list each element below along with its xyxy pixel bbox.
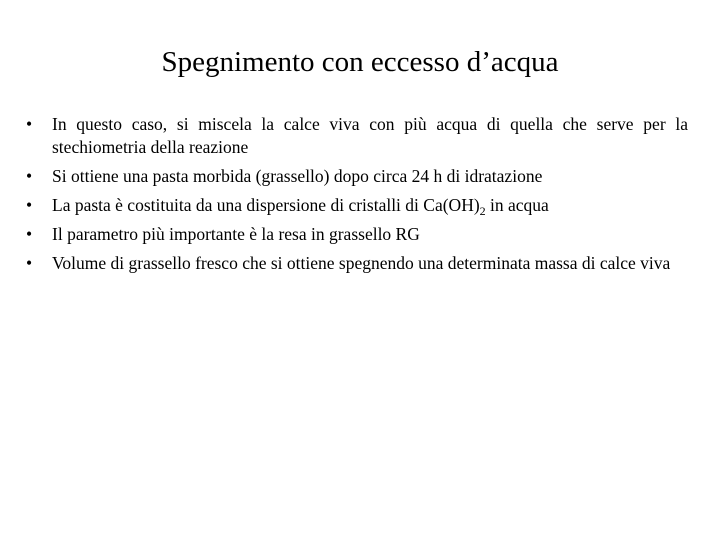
bullet-marker: •: [26, 114, 33, 134]
bullet-marker: •: [26, 224, 33, 244]
bullet-marker: •: [26, 253, 33, 273]
bullet-text: Il parametro più importante è la resa in grassello RG: [52, 224, 420, 244]
bullet-text: In questo caso, si miscela la calce viva con più acqua di quella che serve per la stechiometria della reazione: [52, 114, 688, 157]
bullet-marker: •: [26, 166, 33, 186]
slide-title: Spegnimento con eccesso d’acqua: [161, 46, 559, 78]
bullet-text-before: La pasta è costituita da una dispersione di cristalli di Ca(OH): [52, 195, 480, 215]
bullet-marker: •: [26, 195, 33, 215]
bullet-item: [26, 252, 688, 275]
bullet-item: [26, 113, 688, 159]
bullet-text: Volume di grassello fresco che si ottiene spegnendo una determinata massa di calce viva: [52, 253, 671, 273]
bullet-list: [26, 113, 688, 281]
bullet-item: [26, 194, 688, 217]
subscript: 2: [479, 204, 486, 218]
bullet-text: [52, 195, 549, 218]
bullet-item: [26, 165, 688, 188]
bullet-item: [26, 223, 688, 246]
bullet-text-after: in acqua: [485, 195, 549, 215]
bullet-text: Si ottiene una pasta morbida (grassello) dopo circa 24 h di idratazione: [52, 166, 543, 186]
